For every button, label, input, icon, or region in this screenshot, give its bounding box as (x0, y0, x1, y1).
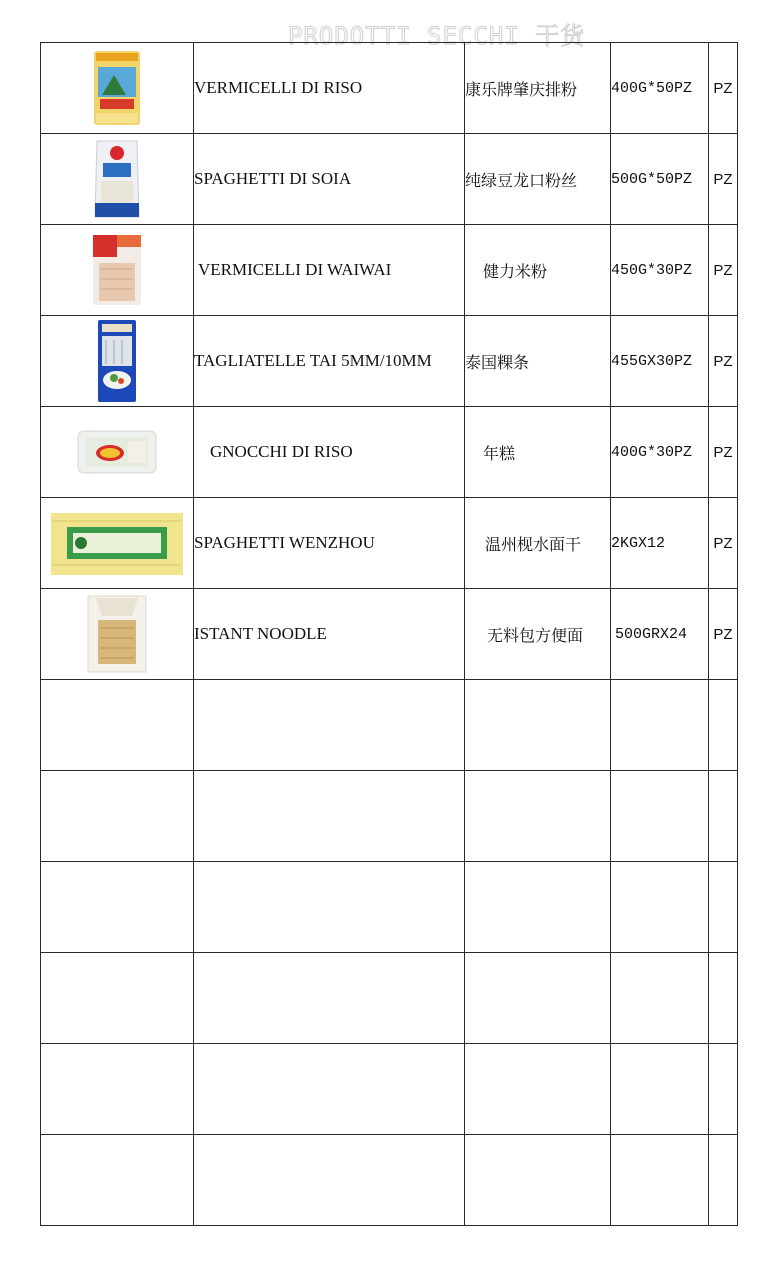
empty-row (41, 771, 738, 862)
page-title: PRODOTTI SECCHI 干货 (288, 22, 586, 50)
product-image-cell (41, 225, 194, 316)
soy-spaghetti-package-icon (89, 139, 145, 219)
package-size: 500G*50PZ (611, 134, 709, 225)
product-image-cell (41, 589, 194, 680)
package-size: 455GX30PZ (611, 316, 709, 407)
unit: PZ (709, 498, 738, 589)
italian-name: TAGLIATELLE TAI 5MM/10MM (194, 316, 465, 407)
unit: PZ (709, 407, 738, 498)
italian-name: GNOCCHI DI RISO (194, 407, 465, 498)
product-image-cell (41, 134, 194, 225)
product-image-cell (41, 498, 194, 589)
rice-vermicelli-package-icon (92, 49, 142, 127)
package-size: 450G*30PZ (611, 225, 709, 316)
empty-row (41, 680, 738, 771)
waiwai-vermicelli-package-icon (89, 233, 145, 307)
empty-row (41, 862, 738, 953)
table-row (41, 589, 738, 680)
thai-noodle-package-icon (94, 318, 140, 404)
chinese-name: 温州枧水面干 (465, 498, 611, 589)
chinese-name: 康乐牌肇庆排粉 (465, 43, 611, 134)
instant-noodle-package-icon (86, 594, 148, 674)
chinese-name: 无料包方便面 (465, 589, 611, 680)
chinese-name: 纯绿豆龙口粉丝 (465, 134, 611, 225)
package-size: 400G*50PZ (611, 43, 709, 134)
package-size: 2KGX12 (611, 498, 709, 589)
table-row (41, 43, 738, 134)
rice-gnocchi-package-icon (76, 427, 158, 477)
empty-row (41, 953, 738, 1044)
unit: PZ (709, 225, 738, 316)
product-table (40, 42, 738, 1226)
table-row (41, 225, 738, 316)
unit: PZ (709, 589, 738, 680)
product-image-cell (41, 43, 194, 134)
table-row (41, 134, 738, 225)
wenzhou-spaghetti-package-icon (49, 507, 185, 579)
chinese-name: 泰国粿条 (465, 316, 611, 407)
table-row (41, 316, 738, 407)
package-size: 500GRX24 (611, 589, 709, 680)
italian-name: ISTANT NOODLE (194, 589, 465, 680)
italian-name: SPAGHETTI DI SOIA (194, 134, 465, 225)
unit: PZ (709, 134, 738, 225)
table-row (41, 498, 738, 589)
italian-name: VERMICELLI DI WAIWAI (194, 225, 465, 316)
chinese-name: 年糕 (465, 407, 611, 498)
empty-row (41, 1135, 738, 1226)
unit: PZ (709, 316, 738, 407)
chinese-name: 健力米粉 (465, 225, 611, 316)
product-image-cell (41, 316, 194, 407)
italian-name: VERMICELLI DI RISO (194, 43, 465, 134)
package-size: 400G*30PZ (611, 407, 709, 498)
italian-name: SPAGHETTI WENZHOU (194, 498, 465, 589)
product-image-cell (41, 407, 194, 498)
table-row (41, 407, 738, 498)
empty-row (41, 1044, 738, 1135)
unit: PZ (709, 43, 738, 134)
